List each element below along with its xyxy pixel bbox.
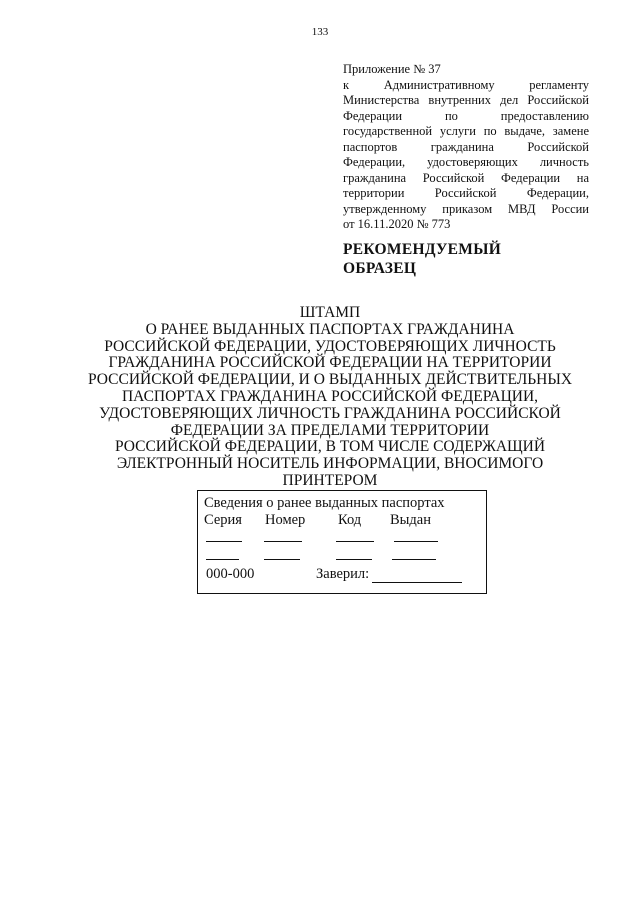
title-line: ФЕДЕРАЦИИ ЗА ПРЕДЕЛАМИ ТЕРРИТОРИИ: [170, 421, 490, 439]
sample-line: ОБРАЗЕЦ: [343, 260, 417, 277]
code-blank-line: [336, 559, 372, 560]
stamp-box: [197, 490, 487, 594]
recommended-sample-heading: [343, 240, 543, 278]
appendix-line: от 16.11.2020 № 773: [343, 217, 451, 231]
number-blank-line: [264, 559, 300, 560]
appendix-line: Министерства внутренних дел Российской: [343, 93, 589, 107]
column-issued: Выдан: [390, 512, 431, 528]
series-blank-line: [206, 541, 242, 542]
appendix-line: Приложение № 37: [343, 62, 441, 76]
title-line: РОССИЙСКОЙ ФЕДЕРАЦИИ, В ТОМ ЧИСЛЕ СОДЕРЖАЩИЙ: [114, 438, 546, 456]
title-line: ПАСПОРТАХ ГРАЖДАНИНА РОССИЙСКОЙ ФЕДЕРАЦИИ,: [121, 387, 539, 405]
appendix-line: территории Российской Федерации,: [343, 186, 589, 200]
appendix-line: паспортов гражданина Российской: [343, 139, 589, 154]
issued-blank-line: [394, 541, 438, 542]
issued-blank-line: [392, 559, 436, 560]
title-line: О РАНЕЕ ВЫДАННЫХ ПАСПОРТАХ ГРАЖДАНИНА: [145, 320, 515, 338]
title-line: РОССИЙСКОЙ ФЕДЕРАЦИИ, И О ВЫДАННЫХ ДЕЙСТВИТЕЛЬНЫХ: [87, 371, 573, 389]
appendix-line: Федерации по предоставлению: [343, 108, 589, 123]
appendix-block: [343, 62, 589, 233]
appendix-line: гражданина Российской Федерации на: [343, 170, 589, 185]
title-line: ЭЛЕКТРОННЫЙ НОСИТЕЛЬ ИНФОРМАЦИИ, ВНОСИМОГО: [116, 455, 544, 473]
appendix-line: государственной услуги по выдаче, замене: [343, 124, 589, 138]
appendix-line: утвержденному приказом МВД России: [343, 201, 589, 216]
appendix-line: Федерации, удостоверяющих личность: [343, 155, 589, 169]
document-title: [80, 305, 580, 490]
column-series: Серия: [204, 512, 242, 528]
number-blank-line: [264, 541, 302, 542]
series-blank-line: [206, 559, 239, 560]
title-line: ПРИНТЕРОМ: [282, 471, 378, 489]
certified-label: Заверил:: [316, 566, 370, 582]
column-number: Номер: [265, 512, 306, 528]
title-line: РОССИЙСКОЙ ФЕДЕРАЦИИ, УДОСТОВЕРЯЮЩИХ ЛИЧНОСТЬ: [104, 337, 556, 355]
stamp-heading: Сведения о ранее выданных паспортах: [204, 495, 445, 511]
title-line: ШТАМП: [299, 304, 361, 321]
code-blank-line: [336, 541, 374, 542]
title-line: ГРАЖДАНИНА РОССИЙСКОЙ ФЕДЕРАЦИИ НА ТЕРРИТОРИИ: [108, 354, 552, 372]
page-number: 133: [311, 26, 329, 38]
appendix-line: к Административному регламенту: [343, 77, 589, 92]
recommended-line: РЕКОМЕНДУЕМЫЙ: [343, 241, 502, 258]
title-line: УДОСТОВЕРЯЮЩИХ ЛИЧНОСТЬ ГРАЖДАНИНА РОССИЙСКОЙ: [99, 404, 561, 422]
signature-line: [372, 582, 462, 583]
sample-code: 000-000: [206, 566, 255, 582]
column-code: Код: [338, 512, 362, 528]
